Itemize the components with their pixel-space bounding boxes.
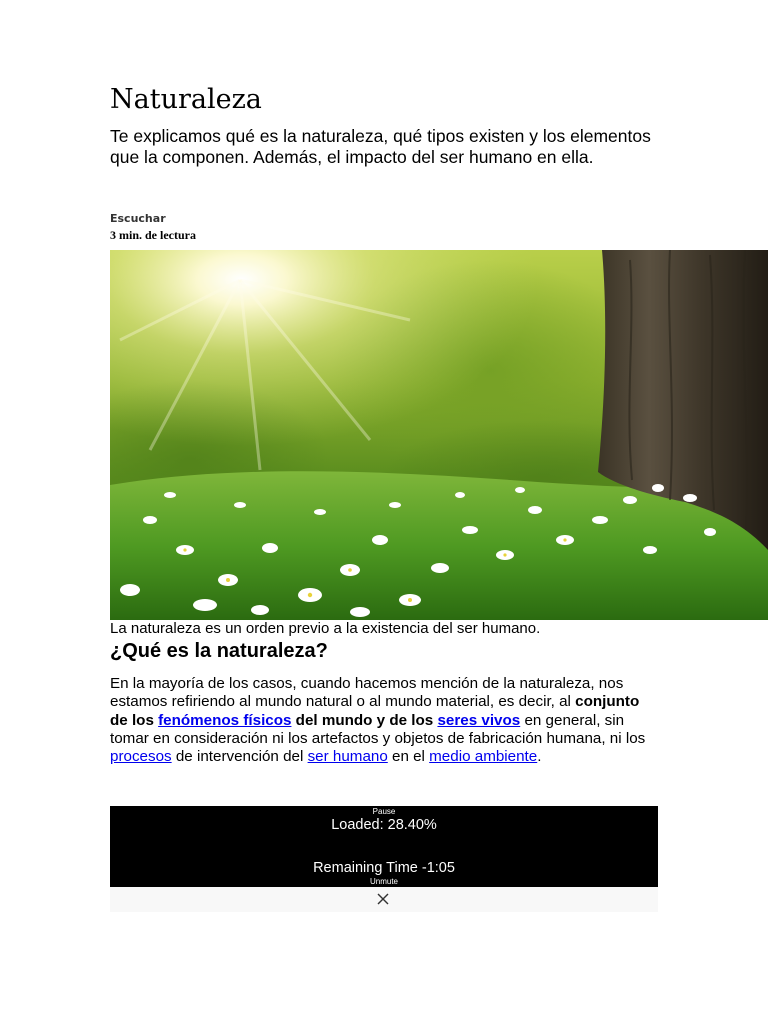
read-time: 3 min. de lectura bbox=[110, 228, 196, 242]
paragraph-bold-text: conjunto de los bbox=[110, 693, 640, 729]
player-close-bar bbox=[110, 887, 658, 912]
paragraph-text: En la mayoría de los casos, cuando hacemos mención de la naturaleza, nos estamos refiriendo al mundo natural o al mundo material, es decir, al bbox=[110, 675, 624, 711]
paragraph-bold-text: del mundo y de los bbox=[291, 711, 438, 729]
article-subtitle: Te explicamos qué es la naturaleza, qué tipos existen y los elementos que la componen. Además, el impacto del ser humano en ella. bbox=[110, 126, 651, 167]
pause-button[interactable]: Pause bbox=[372, 807, 396, 816]
listen-button[interactable]: Escuchar bbox=[110, 212, 166, 225]
link-fenomenos-fisicos[interactable]: fenómenos físicos bbox=[158, 711, 292, 729]
article-paragraph bbox=[110, 675, 658, 766]
link-ser-humano[interactable]: ser humano bbox=[307, 748, 388, 766]
link-seres-vivos[interactable]: seres vivos bbox=[437, 711, 521, 729]
section-heading: ¿Qué es la naturaleza? bbox=[110, 640, 328, 662]
paragraph-text: . bbox=[537, 748, 542, 766]
unmute-button[interactable]: Unmute bbox=[369, 877, 398, 886]
link-procesos[interactable]: procesos bbox=[110, 748, 172, 766]
paragraph-text: de intervención del bbox=[171, 748, 308, 766]
loaded-status: Loaded: 28.40% bbox=[331, 817, 437, 833]
video-player[interactable] bbox=[110, 806, 658, 887]
paragraph-text: en el bbox=[387, 748, 430, 766]
image-caption: La naturaleza es un orden previo a la existencia del ser humano. bbox=[110, 620, 541, 637]
close-icon[interactable] bbox=[376, 892, 390, 906]
link-medio-ambiente[interactable]: medio ambiente bbox=[429, 748, 538, 766]
page-title: Naturaleza bbox=[110, 84, 262, 115]
remaining-time: Remaining Time -1:05 bbox=[313, 860, 455, 876]
paragraph-text: en general, sin tomar en consideración ni los artefactos y objetos de fabricación humana, ni los bbox=[110, 711, 646, 747]
hero-image bbox=[110, 250, 768, 620]
